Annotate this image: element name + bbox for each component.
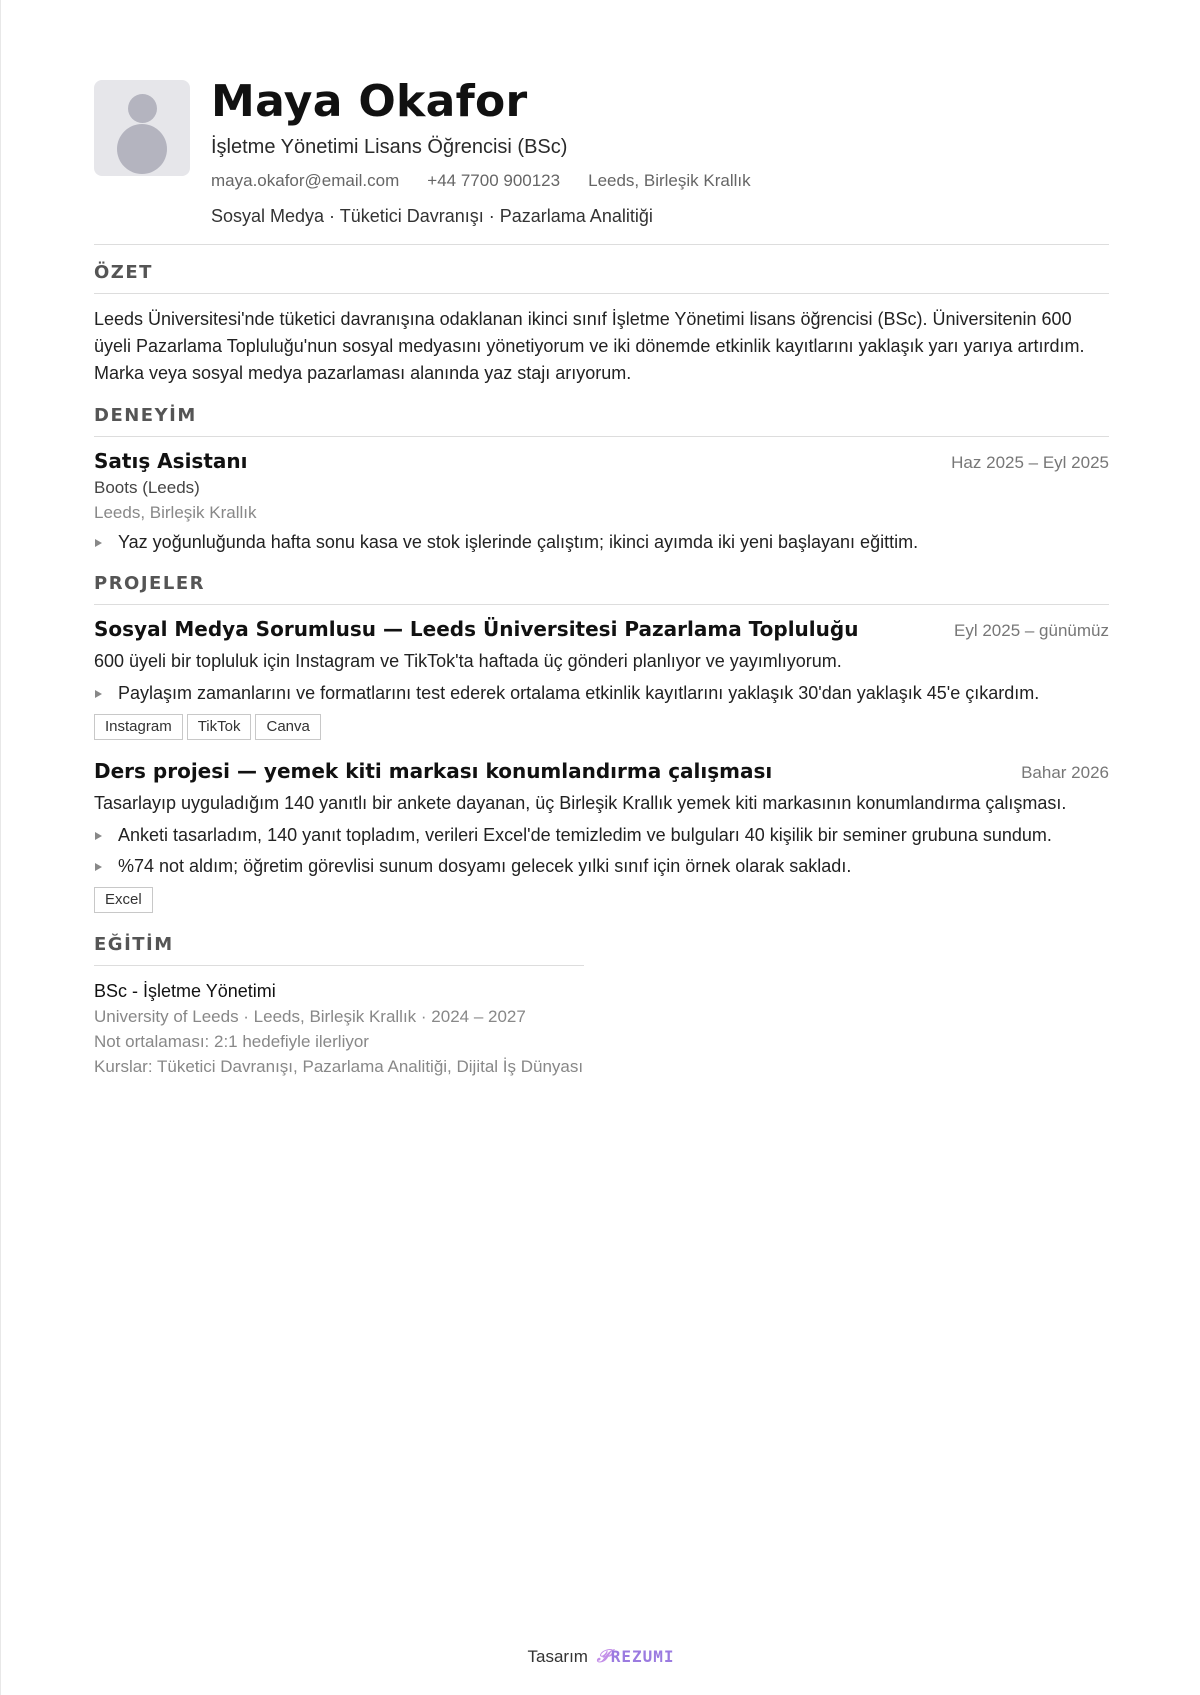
bullet-item xyxy=(94,680,1109,707)
header-divider xyxy=(94,244,1109,245)
skill-chip: Excel xyxy=(94,887,153,913)
candidate-name: Maya Okafor xyxy=(211,76,528,127)
bullet-arrow-icon xyxy=(95,539,102,547)
experience-entry xyxy=(94,447,1109,556)
brand-mark-icon: 𝒫 xyxy=(596,1646,611,1667)
bullet-arrow-icon xyxy=(95,690,102,698)
entry-date: Bahar 2026 xyxy=(1021,763,1109,782)
skill-chips xyxy=(94,714,1109,740)
entry-description: Tasarlayıp uyguladığım 140 yanıtlı bir ankete dayanan, üç Birleşik Krallık yemek kiti markasının konumlandırma çalışması. xyxy=(94,793,1067,813)
entry-header xyxy=(94,447,1109,475)
education-degree: BSc - İşletme Yönetimi xyxy=(94,981,276,1001)
skill-chip: Instagram xyxy=(94,714,183,740)
contact-email[interactable]: maya.okafor@email.com xyxy=(211,171,400,190)
entry-header xyxy=(94,615,1109,643)
avatar-body-shape xyxy=(117,124,167,174)
entry-description: 600 üyeli bir topluluk için Instagram ve TikTok'ta haftada üç gönderi planlıyor ve yayımlıyorum. xyxy=(94,651,842,671)
bullet-text: Paylaşım zamanlarını ve formatlarını test ederek ortalama etkinlik kayıtlarını yaklaşık 30'dan yaklaşık 45'e çıkardım. xyxy=(118,683,1040,703)
education-section xyxy=(94,933,584,1079)
bullet-item xyxy=(94,529,1109,556)
entry-bullets xyxy=(94,822,1109,880)
education-school: University of Leeds · Leeds, Birleşik Krallık · 2024 – 2027 xyxy=(94,1007,526,1026)
brand-logo[interactable] xyxy=(597,1647,675,1666)
footer xyxy=(1,1646,1200,1667)
entry-date: Eyl 2025 – günümüz xyxy=(954,621,1109,640)
contact-location: Leeds, Birleşik Krallık xyxy=(588,171,751,190)
resume-header xyxy=(94,78,1109,228)
entry-bullets xyxy=(94,529,1109,556)
candidate-title: İşletme Yönetimi Lisans Öğrencisi (BSc) xyxy=(211,136,568,158)
entry-organization: Boots (Leeds) xyxy=(94,478,200,497)
entry-date: Haz 2025 – Eyl 2025 xyxy=(951,453,1109,472)
resume-content xyxy=(94,78,1109,1079)
brand-name: REZUMI xyxy=(610,1647,675,1666)
bullet-text: %74 not aldım; öğretim görevlisi sunum dosyamı gelecek yılki sınıf için örnek olarak sakladı. xyxy=(118,856,852,876)
header-tags: Sosyal Medya · Tüketici Davranışı · Pazarlama Analitiği xyxy=(211,206,653,226)
entry-bullets xyxy=(94,680,1109,707)
bullet-item xyxy=(94,822,1109,849)
entry-title: Sosyal Medya Sorumlusu — Leeds Üniversitesi Pazarlama Topluluğu xyxy=(94,617,859,641)
bullet-text: Yaz yoğunluğunda hafta sonu kasa ve stok işlerinde çalıştım; ikinci ayımda iki yeni başlayanı eğittim. xyxy=(118,532,919,552)
summary-text: Leeds Üniversitesi'nde tüketici davranışına odaklanan ikinci sınıf İşletme Yönetimi lisans öğrencisi (BSc). Üniversitenin 600 üyeli Pazarlama Topluluğu'nun sosyal medyasını yönetiyorum ve iki dönemde etkinlik kayıtlarını yaklaşık yarı yarıya artırdım. Marka veya sosyal medya pazarlaması alanında yaz stajı arıyorum. xyxy=(94,309,1085,383)
entry-title: Satış Asistanı xyxy=(94,449,248,473)
avatar xyxy=(94,80,190,176)
contact-line xyxy=(211,170,779,192)
section-title-education: EĞİTİM xyxy=(94,933,584,966)
skill-chip: TikTok xyxy=(187,714,252,740)
bullet-text: Anketi tasarladım, 140 yanıt topladım, verileri Excel'de temizledim ve bulguları 40 kişilik bir seminer grubuna sundum. xyxy=(118,825,1052,845)
header-info xyxy=(211,78,779,228)
skill-chip: Canva xyxy=(255,714,320,740)
entry-location: Leeds, Birleşik Krallık xyxy=(94,503,257,522)
project-entry xyxy=(94,615,1109,740)
section-title-summary: ÖZET xyxy=(94,261,1109,294)
education-grade: Not ortalaması: 2:1 hedefiyle ilerliyor xyxy=(94,1032,369,1051)
avatar-head-shape xyxy=(128,94,157,123)
entry-header xyxy=(94,757,1109,785)
entry-title: Ders projesi — yemek kiti markası konumlandırma çalışması xyxy=(94,759,773,783)
education-courses: Kurslar: Tüketici Davranışı, Pazarlama Analitiği, Dijital İş Dünyası xyxy=(94,1057,584,1076)
section-title-experience: DENEYİM xyxy=(94,404,1109,437)
contact-phone[interactable]: +44 7700 900123 xyxy=(427,171,561,190)
bullet-arrow-icon xyxy=(95,832,102,840)
bullet-item xyxy=(94,853,1109,880)
section-title-projects: PROJELER xyxy=(94,572,1109,605)
footer-label: Tasarım xyxy=(527,1647,588,1666)
project-entry xyxy=(94,757,1109,913)
skill-chips xyxy=(94,887,1109,913)
bullet-arrow-icon xyxy=(95,863,102,871)
